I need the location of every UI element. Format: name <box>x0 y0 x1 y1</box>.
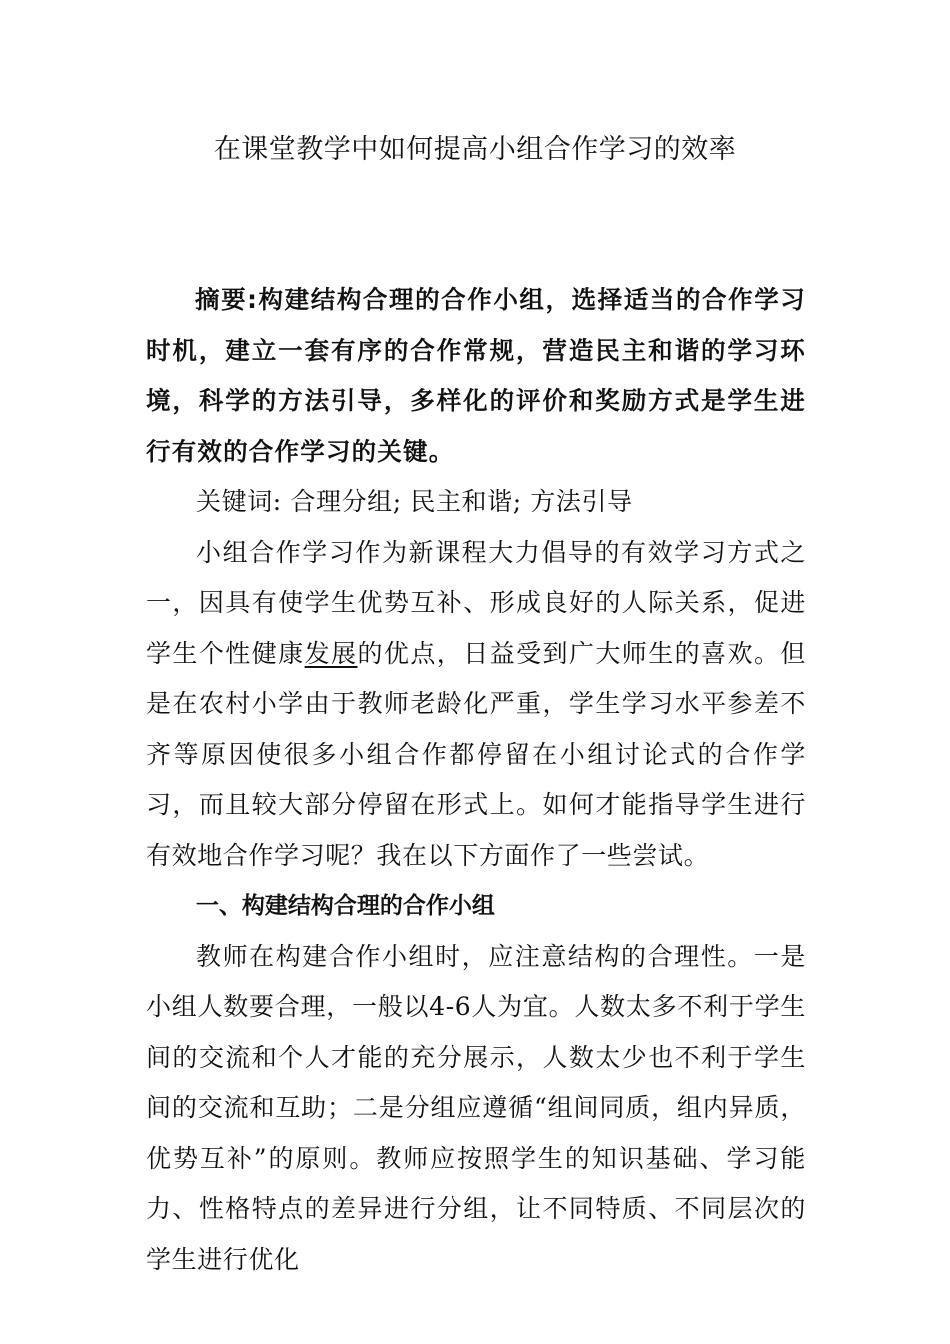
section-heading: 一、构建结构合理的合作小组 <box>195 893 495 919</box>
intro-text-before: 小组合作学习作为新课程大力倡导的有效学习方式之一，因具有使学生优势互补、形成良好的人际关系，促进学生个性健康 <box>146 537 806 668</box>
abstract-paragraph <box>146 275 806 477</box>
intro-text-after: 的优点，日益受到广大师生的喜欢。但是在农村小学由于教师老龄化严重，学生学习水平参差不齐等原因使很多小组合作都停留在小组讨论式的合作学习，而且较大部分停留在形式上。如何才能指导学生进行有效地合作学习呢？我在以下方面作了一些尝试。 <box>146 638 807 870</box>
abstract-label: 摘要: <box>195 285 259 314</box>
keywords-line: 关键词: 合理分组; 民主和谐; 方法引导 <box>196 487 633 516</box>
intro-paragraph <box>146 528 806 882</box>
underlined-word: 发展 <box>304 638 358 668</box>
section-paragraph: 教师在构建合作小组时，应注意结构的合理性。一是小组人数要合理，一般以4-6人为宜。人数太多不利于学生间的交流和个人才能的充分展示，人数太少也不利于学生间的交流和互助；二是分组应遵循“组间同质，组内异质，优势互补”的原则。教师应按照学生的知识基础、学习能力、性格特点的差异进行分组，让不同特质、不同层次的学生进行优化 <box>146 941 806 1274</box>
abstract-text: 构建结构合理的合作小组，选择适当的合作学习时机，建立一套有序的合作常规，营造民主和谐的学习环境，科学的方法引导，多样化的评价和奖励方式是学生进行有效的合作学习的关键。 <box>146 285 806 466</box>
document-title: 在课堂教学中如何提高小组合作学习的效率 <box>213 134 737 165</box>
document-body <box>146 275 806 1285</box>
